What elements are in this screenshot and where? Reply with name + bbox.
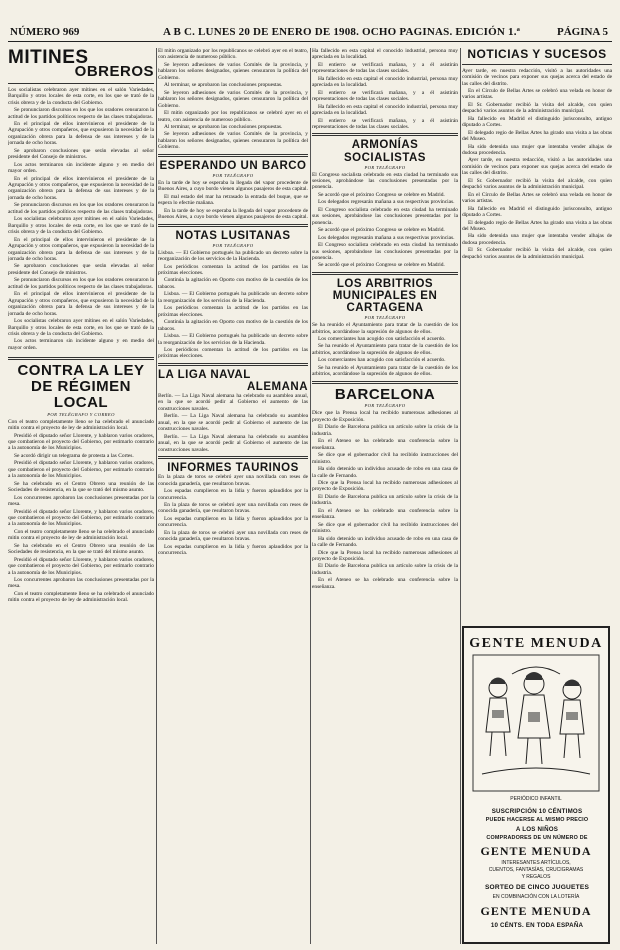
paragraph: Se aprobaron conclusiones que serán elevadas al señor presidente del Consejo de ministros. xyxy=(8,263,154,276)
paragraph: El delegado regio de Bellas Artes ha girado una visita a las obras del Museo. xyxy=(462,129,612,143)
paragraph: Berlín. — La Liga Naval alemana ha celebrado su asamblea anual, en la que se acordó pedir al Gobierno el aumento de las construcciones navales. xyxy=(158,393,308,412)
byline: POR TELÉGRAFO xyxy=(212,172,254,178)
paragraph: Con el teatro completamente lleno se ha celebrado el anunciado mitin contra el proyecto de ley de administración local. xyxy=(8,528,154,542)
paragraph: Ha sido detenido un individuo acusado de robo en una casa de la calle de Fernando. xyxy=(312,535,458,549)
paragraph: Ayer tarde, en nuestra redacción, visitó a las autoridades una comisión de vecinos para exponer sus quejas acerca del estado de las calles del distrito. xyxy=(462,157,612,177)
ad-line: EN COMBINACIÓN CON LA LOTERÍA xyxy=(492,894,580,900)
paragraph: Los concurrentes aprobaron las conclusiones presentadas por la mesa. xyxy=(8,494,154,508)
article-mitines xyxy=(8,87,154,352)
paragraph: Ha sido detenida una mujer que intentaba vender alhajas de dudosa procedencia. xyxy=(462,143,612,157)
paragraph: Ayer tarde, en nuestra redacción, visitó a las autoridades una comisión de vecinos para exponer sus quejas acerca del estado de las calles del distrito. xyxy=(462,67,612,87)
column-2 xyxy=(158,48,308,944)
paragraph: Los socialistas celebraron ayer mítines en el salón Variedades, Barquillo y otros locales de esta corte, en los que se trató de la crisis obrera y de la conducta del Gobierno. xyxy=(8,86,154,106)
paragraph: Los concurrentes aprobaron las conclusiones presentadas por la mesa. xyxy=(8,577,154,590)
ad-line: PUEDE HACERSE AL MISMO PRECIO xyxy=(485,817,589,823)
paragraph: Los comerciantes han acogido con satisfacción el acuerdo. xyxy=(318,336,446,342)
paragraph: Los espadas cumplieron en la lidia y fueron aplaudidos por la concurrencia. xyxy=(158,488,308,501)
paragraph: Presidió el diputado señor Llorente, y hablaron varios oradores, que combatieron el proyecto del Gobierno, por estimarlo contrario a la autonomía de los Municipios. xyxy=(8,508,154,528)
masthead-line: A B C. LUNES 20 DE ENERO DE 1908. OCHO PAGINAS. EDICIÓN 1.ª xyxy=(163,26,521,38)
article-barcelona xyxy=(312,410,458,590)
paragraph: El Diario de Barcelona publica un artículo sobre la crisis de la industria. xyxy=(312,424,458,437)
paragraph: Lisboa. — El Gobierno portugués ha publicado un decreto sobre la reorganización de los servicios de la Hacienda. xyxy=(158,333,308,346)
paragraph: Dice que la Prensa local ha recibido numerosas adhesiones al proyecto de Exposición. xyxy=(312,480,458,493)
ad-line: Y REGALOS xyxy=(521,874,551,880)
issue-number: NÚMERO 969 xyxy=(10,26,80,38)
paragraph: Los socialistas celebraron ayer mítines en el salón Variedades, Barquillo y otros locales de esta corte, en los que se trató de la crisis obrera y de la conducta del Gobierno. xyxy=(8,216,154,236)
paragraph: Presidió el diputado señor Llorente, y hablaron varios oradores, que combatieron el proyecto del Gobierno, por estimarlo contrario a la autonomía de los Municipios. xyxy=(8,556,154,576)
paragraph: El mal estado del mar ha retrasado la entrada del buque, que se espera lo efectúe mañana. xyxy=(158,193,308,207)
newspaper-page xyxy=(8,6,612,944)
paragraph: Se acordó que el próximo Congreso se celebre en Madrid. xyxy=(318,262,445,269)
paragraph: Se leyeron adhesiones de varios Comités de la provincia, y hablaron los señores designados, quienes censuraron la política del Gobierno. xyxy=(158,89,308,109)
paragraph: El mitin organizado por los republicanos se celebró ayer en el teatro, con asistencia de numeroso público. xyxy=(158,48,308,61)
paragraph: Dice que la Prensa local ha recibido numerosas adhesiones al proyecto de Exposición. xyxy=(312,549,458,562)
headline-mitines: MITINES xyxy=(8,48,89,68)
paragraph: Al terminar, se aprobaron las conclusiones propuestas. xyxy=(164,123,283,130)
ad-subtitle: PERIÓDICO INFANTIL xyxy=(510,796,562,802)
paragraph: El entierro se verificará mañana, y a él asistirán representaciones de todas las clases sociales. xyxy=(312,89,458,103)
ad-line: COMPRADORES DE UN NÚMERO DE xyxy=(486,835,588,841)
paragraph: Se aprobaron conclusiones que serán elevadas al señor presidente del Consejo de ministros. xyxy=(8,147,154,161)
paragraph: Los delegados regresarán mañana a sus respectivas provincias. xyxy=(318,234,455,241)
paragraph: Los comerciantes han acogido con satisfacción el acuerdo. xyxy=(318,357,446,364)
headline-armonias: ARMONÍAS xyxy=(351,139,419,152)
paragraph: En el Círculo de Bellas Artes se celebró una velada en honor de varios artistas. xyxy=(462,87,612,101)
headline-barcelona: BARCELONA xyxy=(334,385,436,403)
paragraph: Ha fallecido en esta capital el conocido industrial, persona muy apreciada en la localidad. xyxy=(312,75,458,89)
paragraph: En el principal de ellos intervinieron el presidente de la Agrupación y otros compañeros, que expusieron la necesidad de la organización obrera para la defensa de sus intereses y de la jornada de ocho horas. xyxy=(8,120,154,147)
article-barco xyxy=(158,180,308,221)
paragraph: El delegado regio de Bellas Artes ha girado una visita a las obras del Museo. xyxy=(462,219,612,233)
paragraph: Los espadas cumplieron en la lidia y fueron aplaudidos por la concurrencia. xyxy=(158,543,308,557)
paragraph: Se pronunciaron discursos en los que los oradores censuraron la actitud de los partidos políticos respecto de las clases trabajadoras. xyxy=(8,202,154,215)
paragraph: El Sr. Gobernador recibió la visita del alcalde, con quien despachó varios asuntos de la administración municipal. xyxy=(462,177,612,191)
headline-regimen-local: DE RÉGIMEN LOCAL xyxy=(30,378,131,411)
headline-esperando-barco: ESPERANDO UN BARCO xyxy=(159,159,307,172)
paragraph: En la plaza de toros se celebró ayer una novillada con reses de conocida ganadería, que resultaron bravas. xyxy=(158,501,308,515)
paragraph: Se pronunciaron discursos en los que los oradores censuraron la actitud de los partidos políticos respecto de las clases trabajadoras. xyxy=(8,107,154,120)
paragraph: Ha fallecido en esta capital el conocido industrial, persona muy apreciada en la localidad. xyxy=(312,103,458,117)
page-number: PÁGINA 5 xyxy=(556,26,608,38)
paragraph: Lisboa. — El Gobierno portugués ha publicado un decreto sobre la reorganización de los servicios de la Hacienda. xyxy=(158,249,308,263)
paragraph: Se dice que el gobernador civil ha recibido instrucciones del ministro. xyxy=(312,521,458,535)
paragraph: Dice que la Prensa local ha recibido numerosas adhesiones al proyecto de Exposición. xyxy=(312,410,458,423)
masthead xyxy=(8,6,612,42)
byline: POR TELÉGRAFO Y CORREO xyxy=(47,411,115,417)
byline: POR TELÉGRAFO xyxy=(364,403,406,409)
paragraph: En el principal de ellos intervinieron el presidente de la Agrupación y otros compañeros, que expusieron la necesidad de la organización obrera para la defensa de sus intereses y de la jornada de ocho horas. xyxy=(8,236,154,263)
article-liga-naval xyxy=(158,393,308,453)
paragraph: En el Ateneo se ha celebrado una conferencia sobre la enseñanza. xyxy=(312,438,458,451)
ad-title: GENTE MENUDA xyxy=(469,636,603,651)
paragraph: Ha sido detenida una mujer que intentaba vender alhajas de dudosa procedencia. xyxy=(462,233,612,246)
headline-contra-la-ley: CONTRA LA LEY xyxy=(17,362,145,380)
article-continued xyxy=(158,48,308,151)
paragraph: En la plaza de toros se celebró ayer una novillada con reses de conocida ganadería, que resultaron bravas. xyxy=(158,474,308,487)
paragraph: El mitin organizado por los republicanos se celebró ayer en el teatro, con asistencia de numeroso público. xyxy=(158,110,308,123)
paragraph: En la tarde de hoy se esperaba la llegada del vapor procedente de Buenos Aires, a cuyo bordo vienen algunos pasajeros de esta capital. xyxy=(158,179,308,193)
paragraph: El Sr. Gobernador recibió la visita del alcalde, con quien despachó varios asuntos de la administración municipal. xyxy=(462,101,612,115)
paragraph: Los delegados regresarán mañana a sus respectivas provincias. xyxy=(318,199,455,206)
paragraph: Se dice que el gobernador civil ha recibido instrucciones del ministro. xyxy=(312,452,458,465)
paragraph: Se ha reunido el Ayuntamiento para tratar de la cuestión de los arbitrios, acordándose la supresión de algunos de ellos. xyxy=(312,322,458,335)
article-continued xyxy=(312,48,458,130)
column-rule xyxy=(310,48,311,944)
paragraph: Se leyeron adhesiones de varios Comités de la provincia, y hablaron los señores designados, quienes censuraron la política del Gobierno. xyxy=(158,131,308,151)
paragraph: Los periódicos comentan la actitud de los partidos en las próximas elecciones. xyxy=(158,263,308,276)
paragraph: En el principal de ellos intervinieron el presidente de la Agrupación y otros compañeros, que expusieron la necesidad de la organización obrera para la defensa de sus intereses y de la jornada de ocho horas. xyxy=(8,291,154,317)
paragraph: El Diario de Barcelona publica un artículo sobre la crisis de la industria. xyxy=(312,493,458,507)
paragraph: Se acordó que el próximo Congreso se celebre en Madrid. xyxy=(318,227,445,234)
article-lusitanas xyxy=(158,250,308,360)
ad-brand: GENTE MENUDA xyxy=(480,844,592,858)
byline: POR TELÉGRAFO xyxy=(364,164,406,170)
paragraph: Presidió el diputado señor Llorente, y hablaron varios oradores, que combatieron el proyecto del Gobierno, por estimarlo contrario a la autonomía de los Municipios. xyxy=(8,432,154,452)
paragraph: Los periódicos comentan la actitud de los partidos en las próximas elecciones. xyxy=(158,346,308,360)
headline-obreros: OBREROS xyxy=(74,62,154,80)
column-1 xyxy=(8,48,154,944)
headline-arbitrios: LOS ARBITRIOS MUNICIPALES EN CARTAGENA xyxy=(332,277,438,315)
paragraph: Continúa la agitación en Oporto con motivo de la cuestión de los tabacos. xyxy=(158,319,308,332)
advertisement-gente-menuda xyxy=(462,626,610,944)
paragraph: Se acordó dirigir un telegrama de protesta a las Cortes. xyxy=(14,452,134,459)
paragraph: Los espadas cumplieron en la lidia y fueron aplaudidos por la concurrencia. xyxy=(158,515,308,529)
article-regimen-local xyxy=(8,419,154,604)
paragraph: Se ha reunido el Ayuntamiento para tratar de la cuestión de los arbitrios, acordándose la supresión de algunos de ellos. xyxy=(312,364,458,378)
paragraph: Continúa la agitación en Oporto con motivo de la cuestión de los tabacos. xyxy=(158,277,308,290)
paragraph: Con el teatro completamente lleno se ha celebrado el anunciado mitin contra el proyecto de ley de administración local. xyxy=(8,590,154,604)
paragraph: Se pronunciaron discursos en los que los oradores censuraron la actitud de los partidos políticos respecto de las clases trabajadoras. xyxy=(8,277,154,290)
ad-price: 10 CÉNTS. EN TODA ESPAÑA xyxy=(490,922,584,929)
column-3 xyxy=(312,48,458,944)
ad-brand: GENTE MENUDA xyxy=(480,904,592,918)
paragraph: Se ha reunido el Ayuntamiento para tratar de la cuestión de los arbitrios, acordándose la supresión de algunos de ellos. xyxy=(312,343,458,356)
paragraph: Los actos terminaron sin incidente alguno y en medio del mayor orden. xyxy=(8,338,154,351)
paragraph: Al terminar, se aprobaron las conclusiones propuestas. xyxy=(164,82,283,89)
headline-socialistas: SOCIALISTAS xyxy=(344,151,426,164)
article-noticias xyxy=(462,68,612,261)
paragraph: El Diario de Barcelona publica un artículo sobre la crisis de la industria. xyxy=(312,563,458,576)
paragraph: Con el teatro completamente lleno se ha celebrado el anunciado mitin contra el proyecto de ley de administración local. xyxy=(8,418,154,432)
paragraph: En la plaza de toros se celebró ayer una novillada con reses de conocida ganadería, que resultaron bravas. xyxy=(158,529,308,543)
paragraph: Ha fallecido en Madrid el distinguido jurisconsulto, antiguo diputado a Cortes. xyxy=(462,205,612,219)
headline-noticias-sucesos: NOTICIAS Y SUCESOS xyxy=(467,48,607,61)
paragraph: Los periódicos comentan la actitud de los partidos en las próximas elecciones. xyxy=(158,305,308,318)
paragraph: Berlín. — La Liga Naval alemana ha celebrado su asamblea anual, en la que se acordó pedir al Gobierno el aumento de las construcciones navales. xyxy=(158,413,308,433)
headline-liga-naval: LA LIGA NAVAL xyxy=(158,368,251,381)
paragraph: Los socialistas celebraron ayer mítines en el salón Variedades, Barquillo y otros locales de esta corte, en los que se trató de la crisis obrera y de la conducta del Gobierno. xyxy=(8,318,154,337)
ad-line: SORTEO DE CINCO JUGUETES xyxy=(484,884,590,891)
byline: POR TELÉGRAFO xyxy=(212,242,254,248)
paragraph: En el principal de ellos intervinieron el presidente de la Agrupación y otros compañeros, que expusieron la necesidad de la organización obrera para la defensa de sus intereses y de la jornada de ocho horas. xyxy=(8,175,154,201)
paragraph: El Congreso socialista celebrado en esta ciudad ha terminado sus sesiones, aprobándose las conclusiones presentadas por la ponencia. xyxy=(312,206,458,226)
paragraph: Presidió el diputado señor Llorente, y hablaron varios oradores, que combatieron el proyecto del Gobierno, por estimarlo contrario a la autonomía de los Municipios. xyxy=(8,460,154,480)
paragraph: Lisboa. — El Gobierno portugués ha publicado un decreto sobre la reorganización de los servicios de la Hacienda. xyxy=(158,291,308,304)
paragraph: En el Círculo de Bellas Artes se celebró una velada en honor de varios artistas. xyxy=(462,191,612,205)
paragraph: Ha fallecido en esta capital el conocido industrial, persona muy apreciada en la localidad. xyxy=(312,48,458,61)
children-illustration xyxy=(472,654,600,792)
paragraph: El Congreso socialista celebrado en esta ciudad ha terminado sus sesiones, aprobándose las conclusiones presentadas por la ponencia. xyxy=(312,242,458,261)
ad-line: CUENTOS, FANTASÍAS, CRUCIGRAMAS xyxy=(488,867,584,873)
ad-line: INTERESANTES ARTÍCULOS, xyxy=(501,860,571,866)
paragraph: Se leyeron adhesiones de varios Comités de la provincia, y hablaron los señores designados, quienes censuraron la política del Gobierno. xyxy=(158,61,308,81)
headline-notas-lusitanas: NOTAS LUSITANAS xyxy=(175,229,291,242)
headline-alemana: ALEMANA xyxy=(247,380,308,393)
paragraph: Se ha celebrado en el Centro Obrero una reunión de las Sociedades de resistencia, en la que se trató del mismo asunto. xyxy=(8,480,154,494)
paragraph: En el Ateneo se ha celebrado una conferencia sobre la enseñanza. xyxy=(312,507,458,521)
paragraph: Se ha celebrado en el Centro Obrero una reunión de las Sociedades de resistencia, en la que se trató del mismo asunto. xyxy=(8,542,154,556)
paragraph: En la tarde de hoy se esperaba la llegada del vapor procedente de Buenos Aires, a cuyo bordo vienen algunos pasajeros de esta capital. xyxy=(158,207,308,221)
paragraph: El entierro se verificará mañana, y a él asistirán representaciones de todas las clases sociales. xyxy=(312,117,458,130)
article-arbitrios xyxy=(312,322,458,378)
paragraph: Ha sido detenido un individuo acusado de robo en una casa de la calle de Fernando. xyxy=(312,466,458,479)
article-taurinos xyxy=(158,474,308,556)
headline-informes-taurinos: INFORMES TAURINOS xyxy=(167,462,299,475)
paragraph: Ha fallecido en Madrid el distinguido jurisconsulto, antiguo diputado a Cortes. xyxy=(462,115,612,129)
paragraph: En el Ateneo se ha celebrado una conferencia sobre la enseñanza. xyxy=(312,577,458,590)
column-4 xyxy=(462,48,612,944)
paragraph: Los actos terminaron sin incidente alguno y en medio del mayor orden. xyxy=(8,161,154,175)
byline: POR TELÉGRAFO xyxy=(364,315,406,321)
ad-line: SUSCRIPCIÓN 10 CÉNTIMOS xyxy=(491,808,583,815)
paragraph: Berlín. — La Liga Naval alemana ha celebrado su asamblea anual, en la que se acordó pedir al Gobierno el aumento de las construcciones navales. xyxy=(158,433,308,453)
column-rule xyxy=(156,48,157,944)
paragraph: Se acordó que el próximo Congreso se celebre en Madrid. xyxy=(318,191,445,198)
paragraph: El Congreso socialista celebrado en esta ciudad ha terminado sus sesiones, aprobándose las conclusiones presentadas por la ponencia. xyxy=(312,171,458,191)
column-rule xyxy=(460,48,461,944)
paragraph: El entierro se verificará mañana, y a él asistirán representaciones de todas las clases sociales. xyxy=(312,61,458,75)
article-armonias xyxy=(312,172,458,269)
ad-line: A LOS NIÑOS xyxy=(515,826,559,833)
paragraph: El Sr. Gobernador recibió la visita del alcalde, con quien despachó varios asuntos de la administración municipal. xyxy=(462,247,612,260)
